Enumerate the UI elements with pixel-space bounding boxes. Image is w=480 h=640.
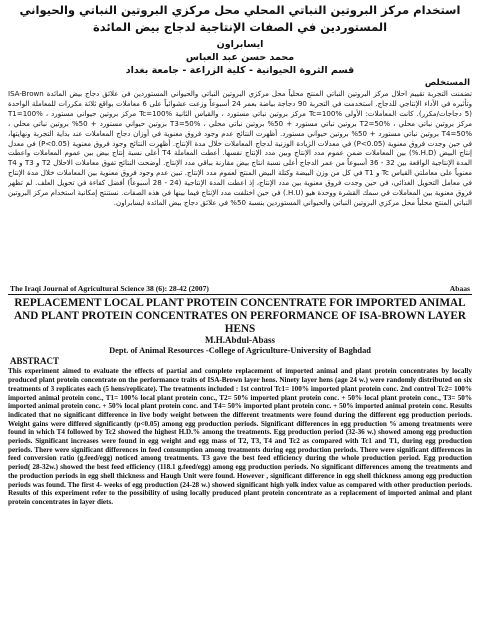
journal-author-short: Abaas <box>449 284 470 293</box>
english-abstract-text: This experiment aimed to evaluate the effects of partial and complete replacement of imported animal and plant protein concentrates by locally produced plant protein concentrate on the performance traits of ISA-Brown layer hens. Ninety layer hens (age 24 w.) were randomly distributed on six treatments of 3 replicates each (5 hens/replicate). The treatments included : 1st control Tc1= 100% imported plant protein conc. 2nd control Tc2= 100% imported animal protein conc., T1= 100% local plant protein conc., T2= 50% imported plant protein conc. + 50% local plant protein conc., T3= 50% imported animal protein conc. + 50% local plant protein conc. and T4= 50% imported plant protein conc. + 50% imported animal protein conc. Results indicated that no significant difference in live body weight between the different treatments were found during the different egg production periods. Weight gains were differed significantly (p<0.05) among egg production periods. Significant differences in egg production % among treatments were found in which T4 followed by Tc2 showed the highest H.D.% among the treatments. Egg production period (32-36 w.) showed among egg production periods. Significant increases were found in egg weight and egg mass of T2, T3, T4 and Tc2 as compared with Tc1 and T1, during egg production periods. There were significant differences in feed consumption among treatments during egg production periods. There were significant differences in feed conversion ratio (g.feed/egg) noticed among treatments. T3 gave the best feed efficiency during the whole production period. Egg production period( 28-32w.) showed the best feed efficiency (118.1 g.feed/egg) among egg production periods. No significant differences among the treatments and the production periods in egg shell thickness and Haugh Unit were found. However , significant difference in egg shell thickness among egg production periods was found. The first 4- weeks of egg production (24-28 w.) showed significant high yolk index value as compared with other production periods. Results of this experiment refer to the possibility of using locally produced plant protein concentrate as a replacement of imported animal and plant protein concentrates in layer diets. <box>8 367 472 506</box>
journal-citation-line <box>8 284 472 295</box>
english-title: REPLACEMENT LOCAL PLANT PROTEIN CONCENTRATE FOR IMPORTED ANIMAL AND PLANT PROTEIN CONCENTRATES ON PERFORMANCE OF ISA-BROWN LAYER HENS <box>14 297 466 335</box>
arabic-abstract-heading: المستخلص <box>424 78 470 88</box>
arabic-author-full: محمد حسن عبد العباس <box>185 52 295 63</box>
arabic-abstract-text: تضمنت التجربة تقييم احلال مركز البروتين النباتي المنتج محلياً محل مركزي البروتين النباتي والحيواني المستوردين في علائق دجاج بيض المائدة ISA-Brown وتأثيره في الأداء الإنتاجي للدجاج. استخدمت في التجربة 90 دجاجة بياضة بعمر 24 أسبوعاً وزعت عشوائياً على 6 معاملات بواقع ثلاثة مكررات للمعاملة الواحدة (5 دجاجات/مكرر). كانت المعاملات: الأولى Tc=100% مركز بروتين نباتي مستورد ، والقياس الثانية Tc=100% مركز بروتين حيواني مستورد ، T1=100% مركز بروتين نباتي محلي ، T2=50% بروتين نباتي مستورد + 50% بروتين نباتي محلي ، T3=50% بروتين حيواني مستورد + 50% بروتين نباتي محلي ، T4=50% بروتين نباتي مستورد + 50% بروتين حيواني مستورد. أظهرت النتائج عدم وجود فروق معنوية في أوزان دجاج المعاملات عند بداية التجربة ونهايتها، في حين وجدت فروق معنوية (P<0.05) في معدلات الزيادة الوزنية لدجاج المعاملات خلال مدة الإنتاج. أظهرت النتائج وجود فروق معنوية (P<0.05) في معدل إنتاج البيض (H.D.%) بين المعاملات ضمن عموم مدد الإنتاج وبين مدد الإنتاج نفسها. أعطت المعاملة T4 أعلى نسبة إنتاج بيض بين عموم المعاملات واعطت المدة الإنتاجية الواقعة بين 32 - 36 أسبوعاً من عمر الدجاج أعلى نسبة انتاج بيض مقارنة بباقي مدد الإنتاج. أوضحت النتائج تفوق معاملات الاحلال T2 و T3 و T4 معنوياً على معاملتي القياس Tc و T1 في كل من وزن البيضة وكتلة البيض المنتج لعموم مدد الإنتاج. تبين عدم وجود فروق معنوية بين المعاملات خلال مدة الإنتاج في معامل التحويل الغذائي، في حين وجدت فروق معنوية بين مدد الإنتاج، إذ اعطت المدة الإنتاجية (24 - 28 أسبوعاً) أفضل كفاءة في تحويل العلف. لم تظهر فروق معنوية بين المعاملات في سمك القشرة ووحدة هيو (H.U.) في حين اختلفت مدد الإنتاج فيما بينها في هذه الصفات. نستنتج إمكانية استخدام مركز البروتين النباتي المنتج محلياً محل مركزي البروتين النباتي والحيواني المستوردين بنسبة 50% في علائق دجاج بيض المائدة ايسابراون. <box>8 89 472 207</box>
arabic-title-line2: المستوردين في الصفات الإنتاجية لدجاج بيض المائدة <box>92 20 388 34</box>
english-abstract-heading: ABSTRACT <box>10 356 60 367</box>
arabic-title <box>8 2 472 36</box>
arabic-author-block <box>8 38 472 77</box>
arabic-author-name: ايسابراون <box>216 39 264 50</box>
journal-citation: The Iraqi Journal of Agricultural Science 38 (6): 28-42 (2007) <box>10 284 209 293</box>
english-author: M.H.Abdul-Abass <box>204 335 276 346</box>
arabic-title-line1: استخدام مركز البروتين النباتي المحلي محل مركزي البروتين النباتي والحيواني <box>19 3 461 17</box>
english-affiliation: Dept. of Animal Resources -College of Agriculture-University of Baghdad <box>109 346 371 356</box>
arabic-affiliation: قسم الثروة الحيوانية - كلية الزراعة - جامعة بغداد <box>125 65 355 76</box>
